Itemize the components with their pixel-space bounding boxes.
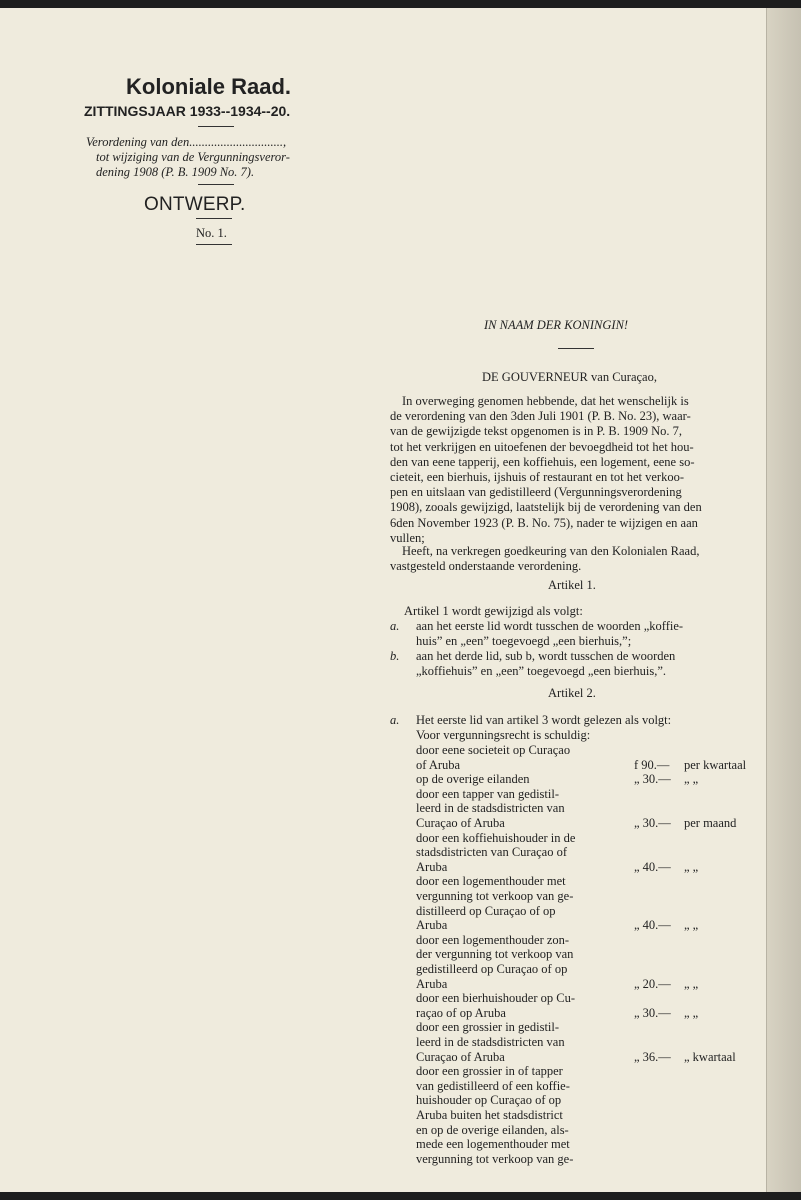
tariff-unit: „ „	[684, 772, 699, 787]
considering-line: van de gewijzigde tekst opgenomen is in P. B. 1909 No. 7,	[390, 424, 682, 439]
tariff-entry-line: gedistilleerd op Curaçao of op	[416, 962, 568, 976]
tariff-entry-line: door een koffiehuishouder in de	[416, 830, 576, 845]
considering-line: de verordening van den 3den Juli 1901 (P. B. No. 23), waar-	[390, 409, 691, 424]
tariff-entry-line: door een grossier in of tapper	[416, 1064, 563, 1079]
tariff-entry-line: raçao of op Aruba	[416, 1005, 506, 1020]
tariff-entry-line: door eene societeit op Curaçao	[416, 743, 571, 757]
tariff-entry-line: vergunning tot verkoop van ge-	[416, 1151, 574, 1166]
tariff-entry-line: Aruba	[416, 918, 448, 933]
tariff-entry-line: door een bierhuishouder op Cu-	[416, 991, 575, 1006]
considering-line: 6den November 1923 (P. B. No. 75), nader te wijzigen en aan	[390, 515, 698, 530]
tariff-entry-line: distilleerd op Curaçao of op	[416, 903, 556, 918]
tariff-amount: „ 20.—	[634, 976, 671, 991]
article-1-b-line-1: aan het derde lid, sub b, wordt tusschen de woorden	[416, 649, 676, 663]
tariff-entry-line: van gedistilleerd of een koffie-	[416, 1078, 570, 1093]
tariff-amount: „ 30.—	[634, 816, 671, 830]
article-2-intro-2: Voor vergunningsrecht is schuldig:	[416, 728, 591, 742]
tariff-entry-line: leerd in de stadsdistricten van	[416, 1035, 565, 1049]
enactment-line: vastgesteld onderstaande verordening.	[390, 559, 582, 573]
subject-line-3: dening 1908 (P. B. 1909 No. 7).	[96, 165, 255, 179]
article-1-intro: Artikel 1 wordt gewijzigd als volgt:	[404, 604, 583, 618]
divider	[558, 348, 594, 349]
tariff-unit: „ „	[684, 1005, 699, 1020]
tariff-entry-line: op de overige eilanden	[416, 772, 530, 787]
article-2-heading: Artikel 2.	[548, 686, 596, 700]
subject-line-1: Verordening van den..............................,	[86, 135, 287, 149]
tariff-amount: „ 30.—	[634, 772, 671, 787]
tariff-entry-line: of Aruba	[416, 757, 461, 772]
tariff-amount: „ 40.—	[634, 859, 671, 874]
article-1-heading: Artikel 1.	[548, 578, 596, 592]
tariff-entry-line: Aruba buiten het stadsdistrict	[416, 1108, 563, 1122]
page-edge	[766, 8, 801, 1192]
considering-line: In overweging genomen hebbende, dat het wenschelijk is	[402, 394, 689, 408]
tariff-unit: per kwartaal	[684, 757, 747, 772]
tariff-entry-line: door een logementhouder met	[416, 874, 566, 889]
enactment-line: Heeft, na verkregen goedkeuring van den Kolonialen Raad,	[402, 544, 700, 558]
tariff-entry-line: vergunning tot verkoop van ge-	[416, 889, 574, 903]
tariff-entry-line: huishouder op Curaçao of op	[416, 1093, 562, 1108]
article-1-b-marker: b.	[390, 649, 400, 663]
divider	[196, 244, 232, 245]
governor-line: DE GOUVERNEUR van Curaçao,	[482, 370, 657, 384]
document-page	[0, 8, 801, 1192]
tariff-entry-line: Curaçao of Aruba	[416, 816, 505, 830]
tariff-entry-line: door een grossier in gedistil-	[416, 1020, 560, 1035]
considering-line: 1908), zooals gewijzigd, laatstelijk bij de verordening van den	[390, 500, 702, 515]
document-type: ONTWERP.	[144, 194, 246, 215]
divider	[198, 184, 234, 185]
tariff-entry-line: door een logementhouder zon-	[416, 932, 570, 947]
tariff-unit: „ „	[684, 918, 699, 933]
considering-line: den van eene tapperij, een koffiehuis, een logement, eene so-	[390, 454, 695, 469]
article-1-a-line-1: aan het eerste lid wordt tusschen de woorden „koffie-	[416, 619, 684, 633]
tariff-unit: „ kwartaal	[684, 1049, 736, 1064]
tariff-entry-line: Curaçao of Aruba	[416, 1049, 505, 1064]
tariff-entry-line: door een tapper van gedistil-	[416, 786, 560, 801]
subject-line-2: tot wijziging van de Vergunningsveror-	[96, 150, 290, 164]
considering-line: cieteit, een bierhuis, ijshuis of restaurant en tot het verkoo-	[390, 470, 685, 484]
tariff-amount: „ 36.—	[634, 1049, 671, 1064]
tariff-entry-line: en op de overige eilanden, als-	[416, 1122, 569, 1137]
council-title: Koloniale Raad.	[126, 74, 292, 99]
article-1-a-line-2: huis” en „een” toegevoegd „een bierhuis,”;	[416, 634, 632, 648]
considering-line: pen en uitslaan van gedistilleerd (Vergunningsverordening	[390, 485, 682, 500]
tariff-unit: „ „	[684, 859, 699, 874]
tariff-entry-line: Aruba	[416, 859, 448, 874]
tariff-entry-line: stadsdistricten van Curaçao of	[416, 845, 567, 860]
tariff-unit: „ „	[684, 976, 699, 991]
article-2-intro-1: Het eerste lid van artikel 3 wordt gelezen als volgt:	[416, 713, 672, 727]
divider	[198, 126, 234, 127]
session-year: ZITTINGSJAAR 1933--1934--20.	[84, 103, 291, 119]
article-1-b-line-2: „koffiehuis” en „een” toegevoegd „een bierhuis,”.	[416, 664, 666, 678]
invocation: IN NAAM DER KONINGIN!	[484, 318, 629, 332]
tariff-entry-line: leerd in de stadsdistricten van	[416, 801, 565, 816]
divider	[196, 218, 232, 219]
considering-line: tot het verkrijgen en uitoefenen der bevoegdheid tot het hou-	[390, 439, 694, 454]
article-2-a-marker: a.	[390, 713, 400, 727]
tariff-amount: „ 30.—	[634, 1005, 671, 1020]
tariff-amount: f 90.—	[634, 757, 670, 772]
tariff-unit: per maand	[684, 816, 737, 830]
considering-line: vullen;	[390, 530, 425, 545]
tariff-amount: „ 40.—	[634, 918, 671, 933]
tariff-entry-line: der vergunning tot verkoop van	[416, 947, 574, 962]
tariff-entry-line: mede een logementhouder met	[416, 1137, 570, 1152]
document-number: No. 1.	[196, 226, 227, 240]
tariff-entry-line: Aruba	[416, 976, 448, 991]
article-1-a-marker: a.	[390, 619, 400, 633]
